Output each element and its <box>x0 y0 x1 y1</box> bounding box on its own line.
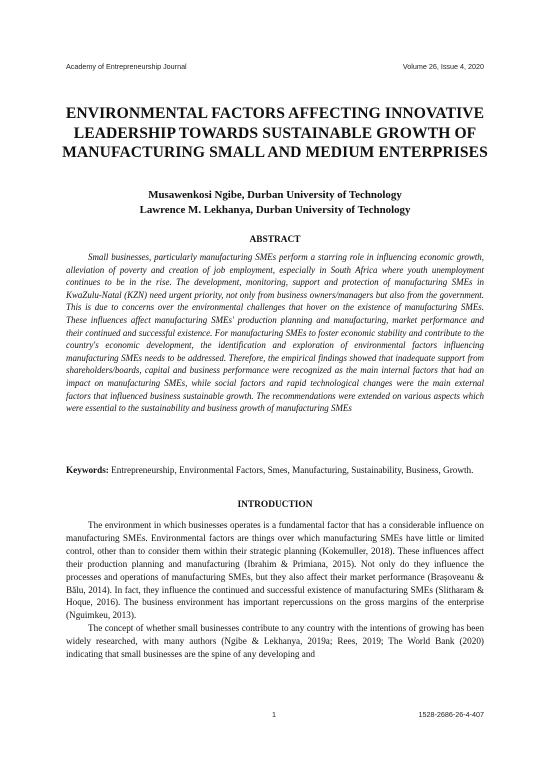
intro-paragraph-1: The environment in which businesses operates is a fundamental factor that has a considerable influence on manufacturing SMEs. Environmental factors are things over which manufacturing SMEs have little or limited control, other than to consider them within their strategic planning (Kokemuller, 2018). These influences affect their production planning and manufacturing (Ibrahim & Primiana, 2015). Not only do they influence the processes and operations of manufacturing SMEs, but they also affect their market performance (Brașoveanu & Bălu, 2014). In fact, they influence the continued and successful existence of manufacturing SMEs (Slitharam & Hoque, 2016). The business environment has important repercussions on the gross margins of the enterprise (Nguimkeu, 2013). <box>66 520 484 621</box>
keywords <box>66 464 484 477</box>
paper-title: ENVIRONMENTAL FACTORS AFFECTING INNOVATIVE LEADERSHIP TOWARDS SUSTAINABLE GROWTH OF MANUFACTURING SMALL AND MEDIUM ENTERPRISES <box>62 105 488 161</box>
author-list <box>60 188 490 217</box>
running-footer <box>66 710 484 722</box>
keywords-label: Keywords: <box>66 465 109 475</box>
introduction-heading: INTRODUCTION <box>237 500 313 510</box>
running-header <box>66 62 484 74</box>
abstract-heading: ABSTRACT <box>249 235 301 245</box>
journal-name: Academy of Entrepreneurship Journal <box>66 62 187 71</box>
page-number: 1 <box>272 710 276 719</box>
keywords-text: Entrepreneurship, Environmental Factors, Smes, Manufacturing, Sustainability, Business, Growth. <box>111 465 474 475</box>
author-2: Lawrence M. Lekhanya, Durban University of Technology <box>139 203 411 216</box>
intro-paragraph-2: The concept of whether small businesses contribute to any country with the intentions of growing has been widely researched, with many authors (Ngibe & Lekhanya, 2019a; Rees, 2019; The World Bank (2020) indicating that small businesses are the spine of any developing and <box>66 623 484 660</box>
volume-issue: Volume 26, Issue 4, 2020 <box>402 62 484 71</box>
abstract-text: Small businesses, particularly manufacturing SMEs perform a starring role in influencing economic growth, alleviation of poverty and creation of job employment, especially in South Africa where youth unemployment continues to be in the rise. The development, monitoring, support and protection of manufacturing SMEs in KwaZulu-Natal (KZN) need urgent priority, not only from business owners/managers but also from the government. This is due to concerns over the environmental challenges that hover on the existence of manufacturing SMEs. These influences affect manufacturing SMEs' production planning and manufacturing, market performance and their continued and successful existence. For manufacturing SMEs to foster economic stability and contribute to the country's economic development, the identification and exploration of environmental factors influencing manufacturing SMEs needs to be addressed. Therefore, the empirical findings showed that inadequate support from shareholders/boards, capital and business performance were recognized as the main internal factors that had an impact on manufacturing SMEs, while social factors and rapid technological changes were the main external factors that influenced business sustainable growth. The recommendations were extended on various aspects which were essential to the sustainability and business growth of manufacturing SMEs <box>66 252 484 414</box>
introduction-body <box>66 519 484 661</box>
article-code: 1528-2686-26-4-407 <box>418 710 484 719</box>
author-1: Musawenkosi Ngibe, Durban University of Technology <box>148 189 402 201</box>
